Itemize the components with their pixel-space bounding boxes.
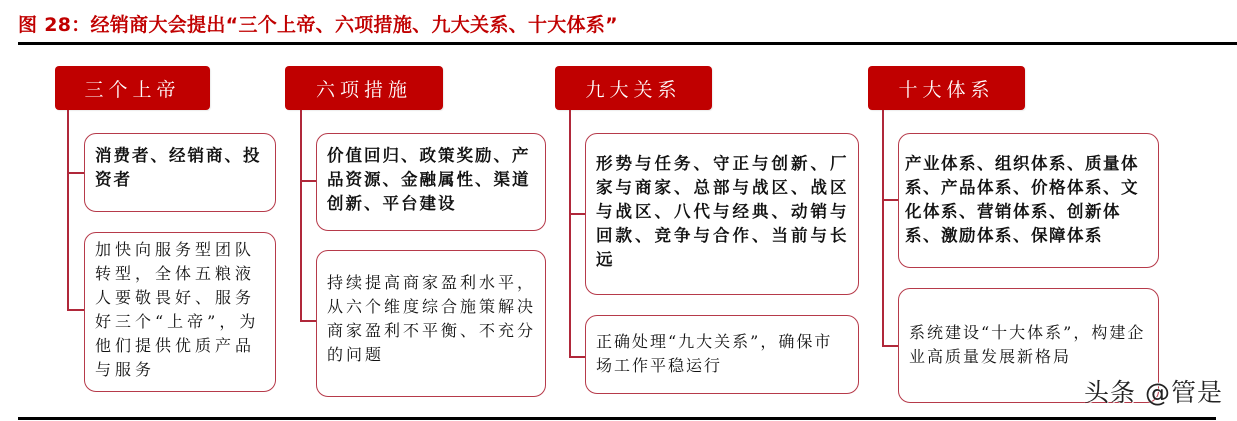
connector-vertical [882,110,884,346]
items-box: 消费者、经销商、投资者 [84,133,276,212]
connector-branch [882,345,898,347]
description-box: 正确处理“九大关系”，确保市场工作平稳运行 [585,315,859,394]
connector-vertical [569,110,571,357]
connector-vertical [300,110,302,321]
items-box: 产业体系、组织体系、质量体系、产品体系、价格体系、文化体系、营销体系、创新体系、激励体系、保障体系 [898,133,1159,268]
top-divider [18,42,1237,45]
connector-branch [882,199,898,201]
connector-branch [300,180,316,182]
bottom-divider [18,417,1216,420]
column-header-three-gods: 三个上帝 [55,66,210,110]
connector-branch [569,213,585,215]
items-box: 形势与任务、守正与创新、厂家与商家、总部与战区、战区与战区、八代与经典、动销与回款、竞争与合作、当前与长远 [585,133,859,295]
description-box: 加快向服务型团队转型，全体五粮液人要敬畏好、服务好三个“上帝”，为他们提供优质产品与服务 [84,232,276,392]
column-header-six-measures: 六项措施 [285,66,443,110]
connector-branch [67,309,84,311]
description-box: 持续提高商家盈利水平，从六个维度综合施策解决商家盈利不平衡、不充分的问题 [316,250,546,397]
description-box: 系统建设“十大体系”，构建企业高质量发展新格局 [898,288,1159,403]
connector-branch [569,356,585,358]
connector-branch [300,320,316,322]
column-header-ten-systems: 十大体系 [868,66,1025,110]
column-header-nine-relations: 九大关系 [555,66,712,110]
watermark: 头条 @管是 [1084,378,1223,407]
items-box: 价值回归、政策奖励、产品资源、金融属性、渠道创新、平台建设 [316,133,546,231]
figure-title: 图 28：经销商大会提出“三个上帝、六项措施、九大关系、十大体系” [18,14,618,36]
connector-branch [67,172,84,174]
connector-vertical [67,110,69,310]
